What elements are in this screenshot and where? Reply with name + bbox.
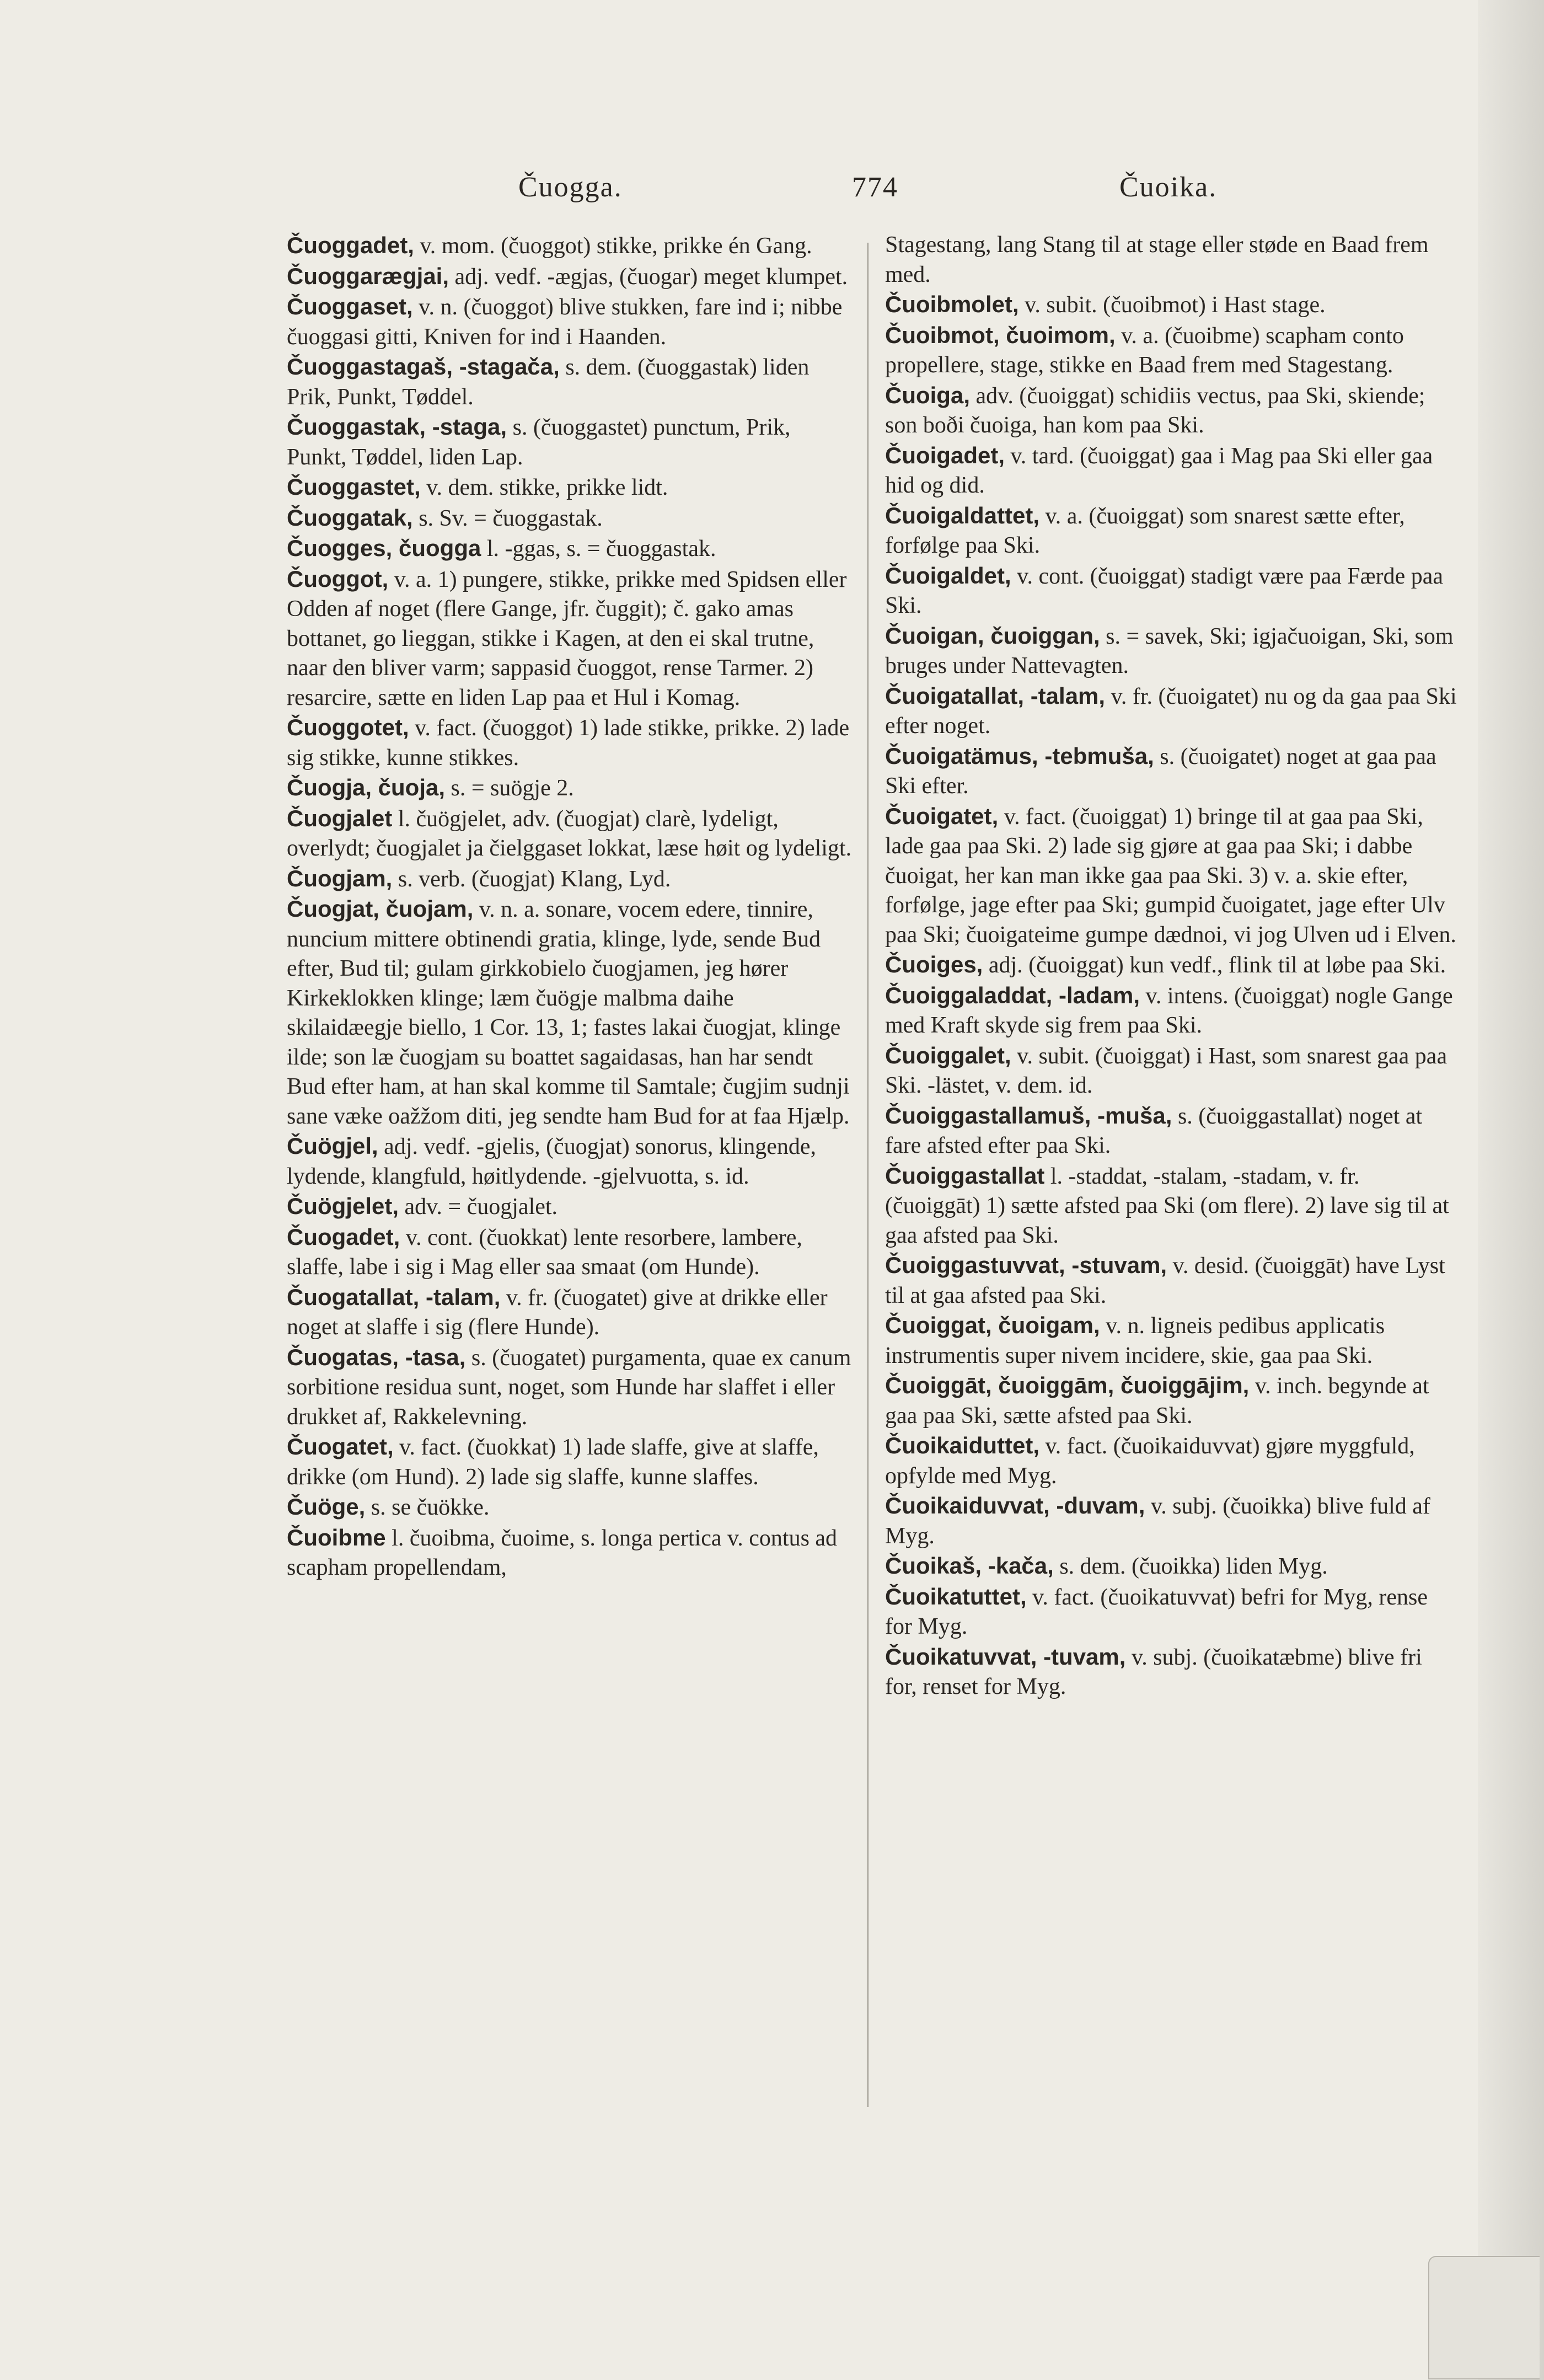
entry-definition: adj. (čuoiggat) kun vedf., flink til at løbe paa Ski. xyxy=(983,953,1446,978)
dictionary-entry xyxy=(287,804,855,864)
entry-headword: Čuogges, čuogga xyxy=(287,535,481,561)
dictionary-entry xyxy=(287,1432,855,1492)
dictionary-entry xyxy=(885,1250,1459,1311)
entry-headword: Čuoggarægjai, xyxy=(287,263,449,289)
entry-headword: Čuoiges, xyxy=(885,951,983,977)
entry-definition: s. = suögje 2. xyxy=(445,775,574,801)
dictionary-entry xyxy=(885,1311,1459,1371)
entry-headword: Čuoikaiduvvat, -duvam, xyxy=(885,1493,1145,1518)
entry-headword: Čuogjam, xyxy=(287,865,393,891)
page-number: 774 xyxy=(852,172,898,203)
left-column xyxy=(287,231,855,1583)
dictionary-entry xyxy=(885,981,1459,1041)
entry-headword: Čuoigaldattet, xyxy=(885,502,1039,528)
entry-headword: Čuoiga, xyxy=(885,382,970,408)
dictionary-entry xyxy=(287,1222,855,1282)
right-column xyxy=(885,231,1459,1702)
entry-headword: Čuogatallat, -talam, xyxy=(287,1283,501,1310)
entry-headword: Čuoiggastallamuš, -muša, xyxy=(885,1102,1172,1129)
entry-definition: l. čuoibma, čuoime, s. longa pertica v. contus ad scapham propellendam, xyxy=(287,1525,838,1580)
dictionary-entry xyxy=(885,290,1459,320)
entry-definition: v. dem. stikke, prikke lidt. xyxy=(420,475,668,500)
dictionary-entry xyxy=(287,1492,855,1523)
entry-headword: Čuoikatuvvat, -tuvam, xyxy=(885,1643,1126,1670)
entry-definition: v. cont. (čuokkat) lente resorbere, lambere, slaffe, labe i sig i Mag eller saa smaat (om Hunde). xyxy=(287,1224,802,1280)
entry-definition: adj. vedf. -ægjas, (čuogar) meget klumpet. xyxy=(449,264,848,290)
entry-headword: Čuoigaldet, xyxy=(885,562,1011,589)
entry-headword: Čuogadet, xyxy=(287,1223,400,1250)
entry-definition: v. fr. (čuogatet) give at drikke eller noget at slaffe i sig (flere Hunde). xyxy=(287,1285,828,1340)
entry-definition: adv. (čuoiggat) schidiis vectus, paa Ski, skiende; son boði čuoiga, han kom paa Ski. xyxy=(885,383,1425,438)
entry-headword: Čuögjel, xyxy=(287,1133,378,1159)
entry-definition: l. -ggas, s. = čuoggastak. xyxy=(481,536,716,561)
dictionary-entry xyxy=(885,950,1459,981)
dictionary-entry xyxy=(885,621,1459,681)
dictionary-entry xyxy=(885,1551,1459,1582)
entry-headword: Čuoggastet, xyxy=(287,474,421,500)
dictionary-entry xyxy=(287,1343,855,1432)
dictionary-entry xyxy=(885,320,1459,381)
entry-headword: Čuoibmolet, xyxy=(885,291,1019,317)
entry-definition: v. subj. (čuoikatæbme) blive fri for, renset for Myg. xyxy=(885,1644,1422,1699)
dictionary-entry xyxy=(287,472,855,503)
entry-headword: Čuoggotet, xyxy=(287,714,409,740)
entry-headword: Čuoigatallat, -talam, xyxy=(885,682,1106,709)
entry-definition: s. Sv. = čuoggastak. xyxy=(412,505,603,531)
entry-headword: Čuoggastagaš, -stagača, xyxy=(287,354,560,379)
entry-headword: Čuogja, čuoja, xyxy=(287,774,446,800)
entry-definition: v. tard. (čuoiggat) gaa i Mag paa Ski eller gaa hid og did. xyxy=(885,443,1433,498)
entry-headword: Čuoigatämus, -tebmuša, xyxy=(885,742,1154,769)
dictionary-entry xyxy=(287,1282,855,1343)
entry-definition: s. (čuoigatet) noget at gaa paa Ski efter. xyxy=(885,744,1436,799)
dictionary-entry xyxy=(885,1161,1459,1251)
dictionary-entry xyxy=(287,231,855,261)
entry-headword: Čuoikatuttet, xyxy=(885,1583,1027,1609)
dictionary-entry xyxy=(287,412,855,472)
entry-headword: Čuoggatak, xyxy=(287,504,413,531)
entry-headword: Čuoggot, xyxy=(287,565,389,592)
dictionary-entry xyxy=(885,1101,1459,1161)
entry-headword: Čuoggaset, xyxy=(287,293,413,319)
dictionary-entry xyxy=(885,1431,1459,1491)
dictionary-entry xyxy=(885,1582,1459,1642)
entry-headword: Čuogatas, -tasa, xyxy=(287,1344,466,1370)
entry-headword: Čuoikaš, -kača, xyxy=(885,1553,1054,1579)
entry-definition: v. mom. (čuoggot) stikke, prikke én Gang. xyxy=(414,233,812,259)
entry-definition: v. a. 1) pungere, stikke, prikke med Spidsen eller Odden af noget (flere Gange, jfr. čuggit); č. gako amas bottanet, go lieggan, stikke i Kagen, at den ei skal trutne, naar den bliver varm; sappasid čuoggot, rense Tarmer. 2) resarcire, sætte en liden Lap paa et Hul i Komag. xyxy=(287,566,847,710)
entry-definition: v. fact. (čuoikatuvvat) befri for Myg, rense for Myg. xyxy=(885,1584,1428,1639)
dictionary-entry xyxy=(885,1371,1459,1431)
entry-definition: v. inch. begynde at gaa paa Ski, sætte afsted paa Ski. xyxy=(885,1373,1429,1429)
entry-definition: s. se čuökke. xyxy=(365,1495,490,1520)
dictionary-entry xyxy=(287,292,855,352)
entry-definition: s. verb. (čuogjat) Klang, Lyd. xyxy=(392,866,671,892)
dictionary-entry xyxy=(287,1131,855,1191)
dictionary-entry xyxy=(885,381,1459,441)
entry-headword: Čuogjat, čuojam, xyxy=(287,896,474,922)
dictionary-entry xyxy=(287,352,855,412)
entry-headword: Čuoggastak, -staga, xyxy=(287,414,507,440)
entry-definition: v. a. (čuoibme) scapham conto propellere, stage, stikke en Baad frem med Stagestang. xyxy=(885,323,1404,378)
entry-definition: v. fact. (čuoiggat) 1) bringe til at gaa paa Ski, lade gaa paa Ski. 2) lade sig gjøre at gaa paa Ski; i dabbe čuoigat, her kan man ikke gaa paa Ski. 3) v. a. skie efter, forfølge, jage efter paa Ski; gumpid čuoigatet, jage efter Ulv paa Ski; čuoigateime gumpe dædnoi, vi jog Ulven ud i Elven. xyxy=(885,804,1456,948)
entry-headword: Čuoibmot, čuoimom, xyxy=(885,322,1116,348)
entry-headword: Čuoikaiduttet, xyxy=(885,1432,1039,1458)
entry-headword: Čuoiggat, čuoigam, xyxy=(885,1312,1100,1338)
entry-definition: s. (čuogatet) purgamenta, quae ex canum sorbitione residua sunt, noget, som Hunde har slaffet i eller drukket af, Rakkelevning. xyxy=(287,1345,851,1430)
entry-headword: Čuoiggalet, xyxy=(885,1042,1011,1068)
page-edge xyxy=(1478,0,1544,2380)
entry-definition: s. = savek, Ski; igjačuoigan, Ski, som bruges under Nattevagten. xyxy=(885,623,1454,678)
entry-definition: l. -staddat, -stalam, -stadam, v. fr. (čuoiggāt) 1) sætte afsted paa Ski (om flere). 2) lave sig til at gaa afsted paa Ski. xyxy=(885,1163,1449,1248)
entry-definition: v. fact. (čuokkat) 1) lade slaffe, give at slaffe, drikke (om Hund). 2) lade sig slaffe, kunne slaffes. xyxy=(287,1435,819,1490)
dictionary-entry xyxy=(287,1191,855,1222)
dictionary-entry xyxy=(885,561,1459,621)
library-stamp xyxy=(1428,2256,1540,2379)
entry-headword: Čuogatet, xyxy=(287,1434,394,1459)
entry-headword: Čuoiggāt, čuoiggām, čuoiggājim, xyxy=(885,1372,1250,1398)
page-header xyxy=(0,171,1544,215)
entry-definition: adv. = čuogjalet. xyxy=(399,1194,558,1220)
entry-definition: l. čuögjelet, adv. (čuogjat) clarè, lydeligt, overlydt; čuogjalet ja čielggaset lokkat, læse høit og lydeligt. xyxy=(287,806,852,861)
running-head-left: Čuogga. xyxy=(518,172,623,203)
entry-headword: Čuoiggastuvvat, -stuvam, xyxy=(885,1252,1167,1278)
entry-definition: v. subit. (čuoibmot) i Hast stage. xyxy=(1018,292,1326,318)
entry-definition: v. desid. (čuoiggāt) have Lyst til at gaa afsted paa Ski. xyxy=(885,1253,1445,1308)
entry-definition: adj. vedf. -gjelis, (čuogjat) sonorus, klingende, lydende, klangfuld, høitlydende. -gjelvuotta, s. id. xyxy=(287,1134,816,1189)
entry-definition: v. intens. (čuoiggat) nogle Gange med Kraft skyde sig frem paa Ski. xyxy=(885,983,1453,1038)
entry-definition: s. dem. (čuoggastak) liden Prik, Punkt, Tøddel. xyxy=(287,355,809,410)
entry-definition: v. n. ligneis pedibus applicatis instrumentis super nivem incidere, skie, gaa paa Ski. xyxy=(885,1313,1385,1368)
dictionary-entry xyxy=(287,894,855,1131)
dictionary-entry xyxy=(885,741,1459,801)
entry-headword: Čuöge, xyxy=(287,1494,366,1520)
entry-definition: s. dem. (čuoikka) liden Myg. xyxy=(1053,1554,1328,1579)
entry-definition: s. (čuoggastet) punctum, Prik, Punkt, Tøddel, liden Lap. xyxy=(287,415,791,470)
entry-definition: v. subit. (čuoiggat) i Hast, som snarest gaa paa Ski. -lästet, v. dem. id. xyxy=(885,1043,1447,1098)
dictionary-entry xyxy=(287,261,855,292)
entry-definition: v. fact. (čuoikaiduvvat) gjøre myggfuld, opfylde med Myg. xyxy=(885,1434,1415,1489)
entry-headword: Čuoigatet, xyxy=(885,803,999,829)
dictionary-entry xyxy=(885,1041,1459,1101)
entry-definition: v. n. a. sonare, vocem edere, tinnire, nuncium mittere obtinendi gratia, klinge, lyde, sende Bud efter, Bud til; gulam girkkobielo čuogjamen, jeg hører Kirkeklokken klinge; læm čuögje malbma daihe skilaidæegje biello, 1 Cor. 13, 1; fastes lakai čuogjat, klinge ilde; son læ čuogjam su boattet sagaidasas, han har sendt Bud efter ham, at han skal komme til Samtale; čugjim sudnji sane væke oažžom diti, jeg sendte ham Bud for at faa Hjælp. xyxy=(287,897,850,1129)
entry-headword: Čuoiggaladdat, -ladam, xyxy=(885,982,1140,1008)
entry-definition: v. n. (čuoggot) blive stukken, fare ind i; nibbe čuoggasi gitti, Kniven for ind i Haanden. xyxy=(287,295,843,350)
entry-headword: Čuoiggastallat xyxy=(885,1162,1045,1189)
dictionary-entry xyxy=(885,1491,1459,1551)
dictionary-entry xyxy=(287,773,855,804)
entry-headword: Čuoggadet, xyxy=(287,232,414,258)
entry-headword: Čuoigadet, xyxy=(885,442,1005,468)
dictionary-entry xyxy=(885,441,1459,501)
entry-headword: Čuoigan, čuoiggan, xyxy=(885,622,1100,649)
entry-definition: Stagestang, lang Stang til at stage eller støde en Baad frem med. xyxy=(885,232,1429,287)
entry-definition: s. (čuoiggastallat) noget at fare afsted efter paa Ski. xyxy=(885,1103,1423,1158)
entry-headword: Čuoibme xyxy=(287,1524,386,1550)
dictionary-entry xyxy=(885,1642,1459,1702)
entry-definition: v. subj. (čuoikka) blive fuld af Myg. xyxy=(885,1494,1430,1549)
dictionary-entry xyxy=(287,564,855,713)
dictionary-entry xyxy=(885,801,1459,950)
dictionary-entry xyxy=(885,681,1459,741)
dictionary-entry xyxy=(287,713,855,773)
entry-headword: Čuogjalet xyxy=(287,805,393,831)
entry-definition: v. a. (čuoiggat) som snarest sætte efter, forfølge paa Ski. xyxy=(885,503,1405,558)
column-divider xyxy=(867,243,868,2107)
dictionary-entry xyxy=(885,501,1459,561)
dictionary-entry xyxy=(885,231,1459,290)
entry-definition: v. cont. (čuoiggat) stadigt være paa Færde paa Ski. xyxy=(885,563,1444,618)
entry-definition: v. fr. (čuoigatet) nu og da gaa paa Ski efter noget. xyxy=(885,683,1457,739)
dictionary-entry xyxy=(287,864,855,895)
running-head-right: Čuoika. xyxy=(1119,172,1218,203)
dictionary-entry xyxy=(287,503,855,534)
dictionary-entry xyxy=(287,533,855,564)
entry-headword: Čuögjelet, xyxy=(287,1193,399,1219)
entry-definition: v. fact. (čuoggot) 1) lade stikke, prikke. 2) lade sig stikke, kunne stikkes. xyxy=(287,715,850,771)
dictionary-entry xyxy=(287,1523,855,1583)
